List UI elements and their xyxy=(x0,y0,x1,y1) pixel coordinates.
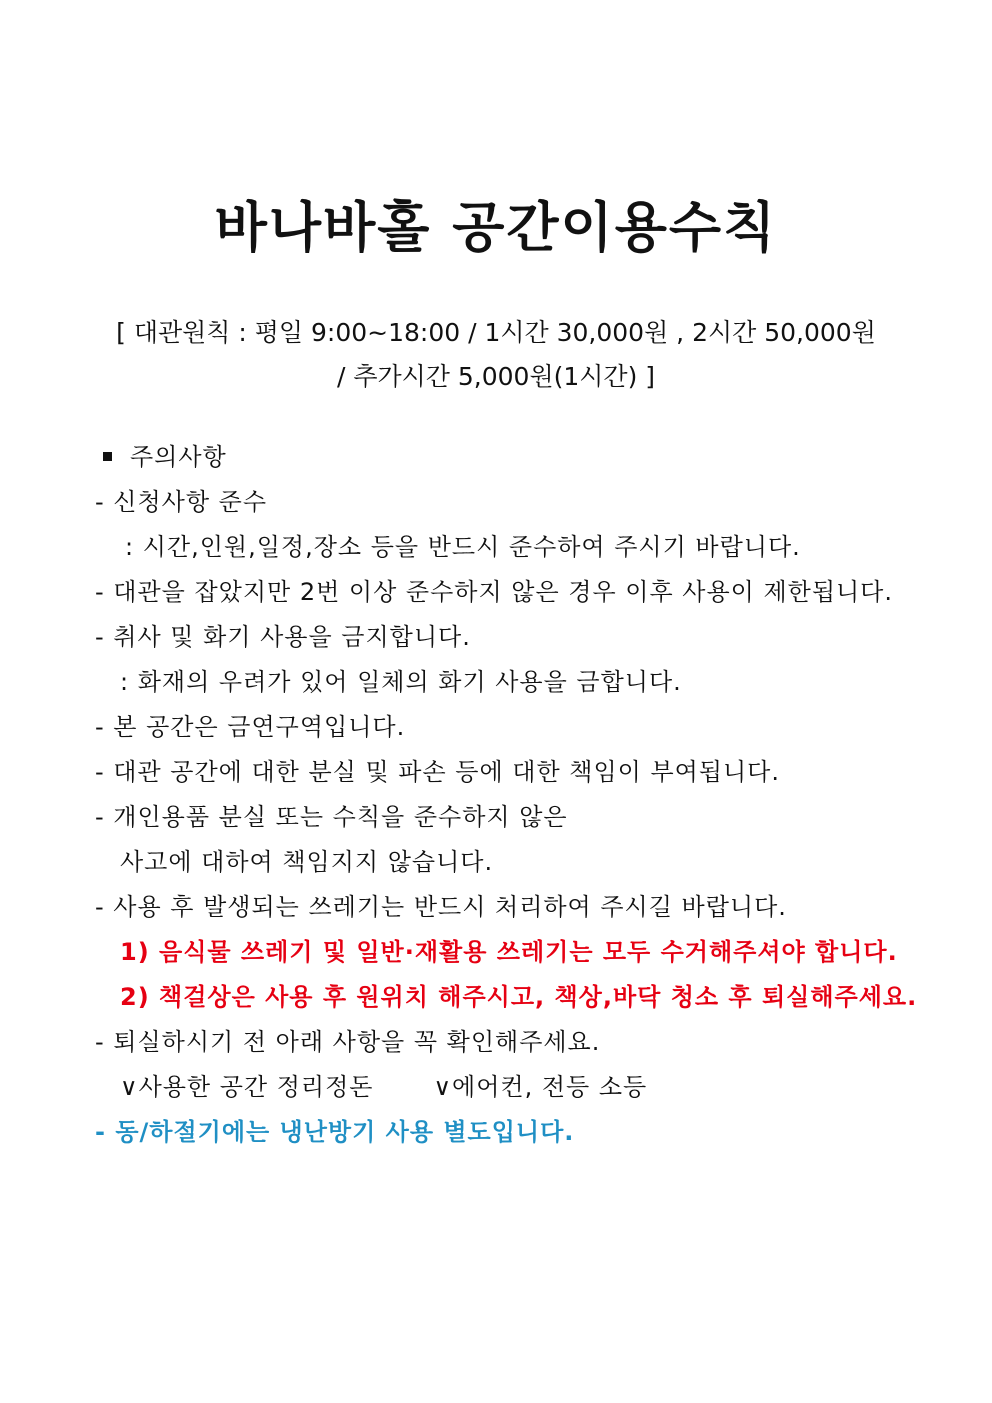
list-item: - 대관 공간에 대한 분실 및 파손 등에 대한 책임이 부여됩니다. xyxy=(95,758,780,786)
list-item: - 취사 및 화기 사용을 금지합니다. xyxy=(95,623,471,651)
list-item: - 대관을 잡았지만 2번 이상 준수하지 않은 경우 이후 사용이 제한됩니다. xyxy=(95,578,893,606)
list-item: : 시간,인원,일정,장소 등을 반드시 준수하여 주시기 바랍니다. xyxy=(125,533,801,561)
section-heading-text: 주의사항 xyxy=(130,443,227,471)
list-item: : 화재의 우려가 있어 일체의 화기 사용을 금합니다. xyxy=(120,668,682,696)
square-bullet-icon xyxy=(103,452,112,461)
page-title: 바나바홀 공간이용수칙 xyxy=(214,196,778,259)
checklist-item: ∨사용한 공간 정리정돈 xyxy=(120,1073,374,1101)
checklist xyxy=(120,1067,647,1102)
list-item-notice: - 동/하절기에는 냉난방기 사용 별도입니다. xyxy=(95,1118,575,1146)
section-heading xyxy=(95,437,227,472)
list-item: - 사용 후 발생되는 쓰레기는 반드시 처리하여 주시길 바랍니다. xyxy=(95,893,787,921)
list-item: - 개인용품 분실 또는 수칙을 준수하지 않은 xyxy=(95,803,568,831)
list-item: - 신청사항 준수 xyxy=(95,488,268,516)
rental-rules-line-1: [ 대관원칙 : 평일 9:00~18:00 / 1시간 30,000원 , 2시간 50,000원 xyxy=(116,318,876,347)
checklist-item: ∨에어컨, 전등 소등 xyxy=(433,1073,648,1101)
list-item: - 본 공간은 금연구역입니다. xyxy=(95,713,406,741)
list-item-warning: 2) 책걸상은 사용 후 원위치 해주시고, 책상,바닥 청소 후 퇴실해주세요. xyxy=(120,983,918,1011)
list-item: 사고에 대하여 책임지지 않습니다. xyxy=(120,848,494,876)
rental-rules-line-2: / 추가시간 5,000원(1시간) ] xyxy=(336,362,656,391)
list-item: - 퇴실하시기 전 아래 사항을 꼭 확인해주세요. xyxy=(95,1028,601,1056)
list-item-warning: 1) 음식물 쓰레기 및 일반·재활용 쓰레기는 모두 수거해주셔야 합니다. xyxy=(120,938,898,966)
